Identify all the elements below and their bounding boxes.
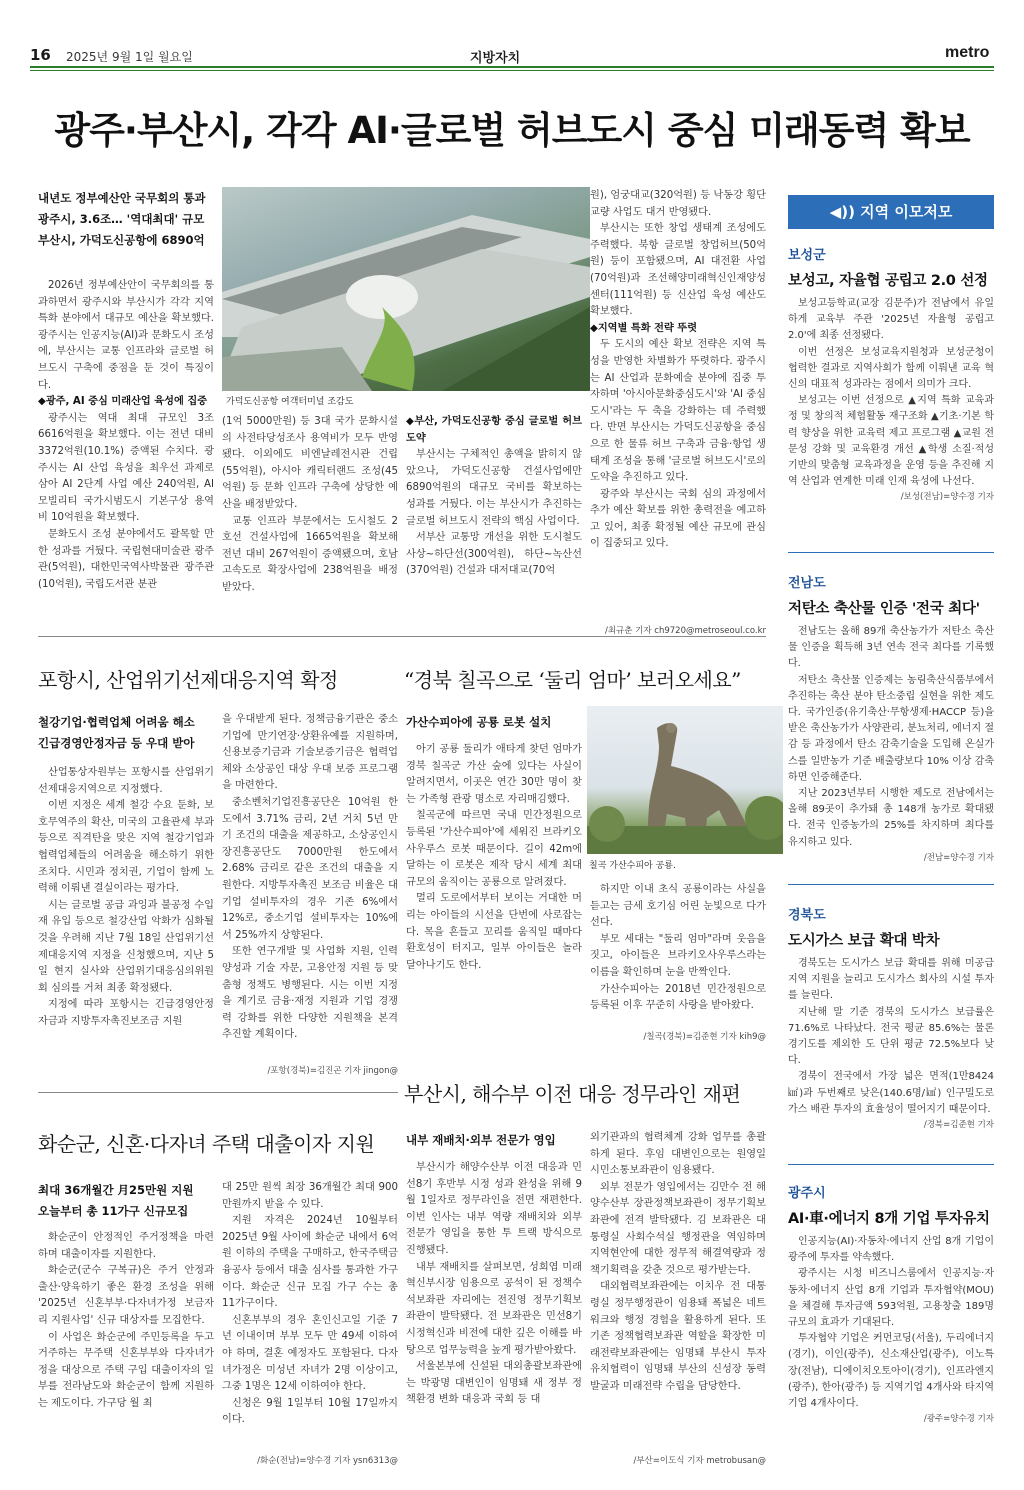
story1-col1-p1: 2026년 정부예산안이 국무회의를 통과하면서 광주시와 부산시가 각각 지역 특화 분야에서 대규모 예산을 확보했다. 광주시는 인공지능(AI)과 문화도시 조성에, 부산시는 교통 인프라와 글로벌 허브도시 구축에 중점을 둔 것이 특징이다.: [38, 280, 214, 391]
sidebar-paragraph: 광주시는 시청 비즈니스룸에서 인공지능·자동차·에너지 산업 8개 기업과 투자협약(MOU)을 체결해 투자금액 593억원, 고용창출 189명 규모의 효과가 기대된다.: [788, 1268, 994, 1329]
story1-col1-p2: 광주시는 역대 최대 규모인 3조 6616억원을 확보했다. 이는 전년 대비 3372억원(10.1%) 증액된 수치다. 광주시는 AI 산업 육성을 최우선 과제로 삼아 AI 2단계 사업 예산 240억원, AI 모빌리티 국가시범도시 기본구상 용역비 10억원을 확보했다.: [38, 412, 214, 524]
sidebar-region: 보성군: [788, 248, 826, 263]
page-number: 16: [30, 46, 51, 64]
story5-col2-p1: 대 25만 원씩 최장 36개월간 최대 900만원까지 받을 수 있다.: [222, 1182, 398, 1210]
sidebar-credit: /보성(전남)=양수경 기자: [900, 492, 994, 503]
sidebar-divider: [788, 552, 994, 553]
story2-subhead-2: 긴급경영안정자금 등 우대 받아: [38, 736, 195, 750]
sidebar-title: 도시가스 보급 확대 박차: [788, 933, 940, 949]
story1-col2-p2: 교통 인프라 부문에서는 도시철도 2호선 건설사업에 1665억원을 확보해 전년 대비 267억원이 증액됐으며, 호남고속도로 확장사업에 238억원을 배정받았다.: [222, 515, 398, 593]
story1-subhead-1: 내년도 정부예산안 국무회의 통과: [38, 191, 206, 205]
story4-subhead: 내부 재배치·외부 전문가 영입: [406, 1133, 556, 1147]
story1-col4-p2: 부산시는 또한 창업 생태계 조성에도 주력했다. 북항 글로벌 창업허브(50억원) 등이 포함됐으며, AI 대전환 사업(70억원)과 조선해양미래혁신인재양성센터(111억원) 등 신산업 육성 예산도 확보했다.: [590, 223, 766, 318]
story1-col1-p3: 문화도시 조성 분야에서도 괄목할 만한 성과를 거뒀다. 국립현대미술관 광주관(5억원), 대한민국역사박물관 광주관(10억원), 국립도서관 분관: [38, 528, 214, 590]
story3-credit: /칠곡(경북)=김준현 기자 kih9@: [643, 1032, 766, 1042]
sidebar-credit: /전남=양수경 기자: [923, 852, 994, 863]
sidebar-item-1: [788, 244, 994, 502]
story1-col2-p1: (1억 5000만원) 등 3대 국가 문화시설의 사전타당성조사 용역비가 모두 반영됐다. 이외에도 비엔날레전시관 건립(55억원), 아시아 캐릭터랜드 조성(45억원) 등 문화 인프라 구축에 상당한 예산을 배정받았다.: [222, 416, 398, 510]
story3-col1-p1: 아기 공룡 둘리가 애타게 찾던 엄마가 경북 칠곡군 가산 숲에 있다는 사실이 알려지면서, 이곳은 연간 30만 명이 찾는 가족형 관광 명소로 자리매김했다.: [406, 744, 582, 805]
story5-col1-p2: 화순군(군수 구복규)은 주거 안정과 출산·양육하기 좋은 환경 조성을 위해 '2025년 신혼부부·다자녀가정 보금자리 지원사업' 신규 대상자를 모집한다.: [38, 1265, 214, 1326]
sidebar-body: [788, 956, 994, 1118]
story5-col2-p3: 신혼부부의 경우 혼인신고일 기준 7년 이내이며 부부 모두 만 49세 이하여야 하며, 결혼 예정자도 포함된다. 다자녀가정은 미성년 자녀가 2명 이상이고, 그중 1명은 12세 이하여야 한다.: [222, 1314, 398, 1393]
story1-col4-p3: 두 도시의 예산 확보 전략은 지역 특성을 반영한 차별화가 뚜렷하다. 광주시는 AI 산업과 문화예술 분야에 집중 투자하며 '아시아문화중심도시'와 'AI 중심도시'라는 두 축을 강화하는 데 주력했다. 반면 부산시는 가덕도신공항을 중심으로 한 물류 허브 구축과 금융·항업 생태계 조성을 통해 '글로벌 허브도시'로의 도약을 추진하고 있다.: [590, 339, 767, 484]
story2-headline: 포항시, 산업위기선제대응지역 확정: [38, 668, 338, 692]
story5-subhead-2: 오늘부터 총 11가구 신규모집: [38, 1204, 189, 1218]
sidebar-title: 보성고, 자율협 공립고 2.0 선정: [788, 273, 988, 289]
story5-subheads: [38, 1180, 214, 1222]
story5-col2-p4: 신청은 9월 1일부터 10월 17일까지이다.: [222, 1397, 398, 1426]
story3-col1-p3: 멀리 도로에서부터 보이는 거대한 머리는 아이들의 시선을 단번에 사로잡는다. 목을 흔들고 꼬리를 움직일 때마다 환호성이 터지고, 일부 아이들은 놀라 달아나기도 한다.: [406, 893, 582, 971]
story3-col1-p2: 칠곡군에 따르면 국내 민간정원으로 등록된 '가산수피아'에 세워진 브라키오사우루스 로봇 때문이다. 길이 42m에 달하는 이 로봇은 제작 당시 세계 최대 규모의 움직이는 공룡으로 알려졌다.: [406, 810, 582, 888]
story5-col1: [38, 1230, 214, 1413]
story1-credit: /최규춘 기자 ch9720@metroseoul.co.kr: [604, 626, 766, 636]
main-headline: 광주·부산시, 각각 AI·글로벌 허브도시 중심 미래동력 확보: [54, 109, 970, 152]
airport-rendering-illustration: [222, 187, 590, 391]
story2-subhead-1: 철강기업·협력업체 어려움 해소: [38, 715, 195, 729]
story1-photo-caption: 가덕도신공항 여객터미널 조감도: [226, 397, 354, 407]
story1-col3: [406, 414, 582, 580]
story4-credit: /부산=이도식 기자 metrobusan@: [633, 1456, 766, 1466]
header-rule: [30, 66, 994, 68]
story1-col2: [222, 414, 398, 597]
sidebar-paragraph: 저탄소 축산물 인증제는 농림축산식품부에서 추진하는 축산 분야 탄소중립 실현을 위한 제도다. 국가인증(유기축산·무항생제·HACCP 등)을 받은 축산농가가 사양관리, 분뇨처리, 에너지 절감 등 과정에서 탄소 감축기술을 도입해 온실가스를 일반농가 기준 배출량보다 10% 이상 감축하면 인증해준다.: [788, 674, 994, 783]
story1-col4: [590, 188, 766, 553]
story2-col2-p1: 을 우대받게 된다. 정책금융기관은 중소기업에 만기연장·상환유예를 지원하며, 신용보증기금과 기술보증기금은 협력업체와 소상공인 대상 우대 보증 프로그램을 마련한다.: [222, 714, 398, 792]
sidebar-region: 광주시: [788, 1186, 826, 1201]
story2-col1-p4: 지정에 따라 포항시는 긴급경영안정자금과 지방투자촉진보조금 지원: [38, 999, 214, 1027]
brachiosaurus-illustration: [587, 706, 783, 854]
divider: [38, 636, 766, 637]
sidebar-paragraph: 전남도는 올해 89개 축산농가가 저탄소 축산물 인증을 획득해 3년 연속 전국 최다를 기록했다.: [788, 626, 994, 670]
story1-col3-p1: 부산시는 구체적인 총액을 밝히지 않았으나, 가덕도신공항 건설사업에만 6890억원의 대규모 국비를 확보하는 성과를 거뒀다. 이는 부산시가 추진하는 글로벌 허브도시 전략의 핵심 사업이다.: [406, 449, 582, 527]
logo-text: metro: [945, 44, 990, 61]
story2-col2-p2: 중소벤처기업진흥공단은 10억원 한도에서 3.71% 금리, 2년 거치 5년 만기 조건의 대출을 제공하고, 소상공인시장진흥공단도 7000만원 한도에서 2.68% 금리로 같은 조건의 대출을 지원한다. 지방투자촉진 보조금 비율은 대기업 설비투자의 경우 기존 6%에서 12%로, 중소기업 설비투자는 10%에서 25%까지 상향된다.: [222, 796, 398, 941]
story2-col1: [38, 765, 214, 1031]
story5-col1-p3: 이 사업은 화순군에 주민등록을 두고 거주하는 무주택 신혼부부와 다자녀가정을 대상으로 주택 구입 대출이자의 일부를 전라남도와 화순군이 함께 지원하는 제도이다. 가구당 월 최: [38, 1331, 214, 1409]
story2-credit: /포항(경북)=김진곤 기자 jingon@: [267, 1066, 398, 1076]
story1-col1: [38, 278, 214, 593]
story3-col2-p2: 부모 세대는 "둘리 엄마"라며 웃음을 짓고, 아이들은 브라키오사우루스라는 이름을 확인하며 눈을 반짝인다.: [590, 933, 766, 978]
speaker-icon: ◀)): [829, 203, 855, 221]
sidebar-body: [788, 624, 994, 851]
story4-col1-p3: 서울본부에 신설된 대외총괄보좌관에는 박광명 대변인이 임명돼 새 정부 정책환경 변화 대응과 국회 등 대: [406, 1361, 582, 1406]
story5-col2: [222, 1180, 398, 1429]
sidebar-body: [788, 296, 994, 490]
sidebar-paragraph: 보성고는 이번 선정으로 ▲지역 특화 교육과정 및 창의적 체험활동 재구조화 ▲기초·기본 학력 향상을 위한 교육력 제고 프로그램 ▲교원 전문성 강화 및 교육환경 개선 ▲학생 소질·적성 기반의 맞춤형 교육과정을 운영 등을 추진해 지역 산업과 연계한 미래 인재 육성에 나선다.: [788, 395, 994, 488]
sidebar-divider: [788, 1164, 994, 1165]
sidebar-paragraph: 지난해 말 기준 경북의 도시가스 보급률은 71.6%로 나타났다. 전국 평균 85.6%는 물론 경기도를 제외한 도 단위 평균 72.5%보다 낮다.: [788, 1006, 994, 1067]
sidebar-item-2: [788, 572, 994, 863]
sidebar-paragraph: 보성고등학교(교장 김문주)가 전남에서 유일하게 교육부 주관 '2025년 자율형 공립고 2.0'에 최종 선정됐다.: [788, 298, 994, 342]
story1-subheads: [38, 188, 214, 251]
story2-subheads: [38, 712, 214, 754]
story3-headline: “경북 칠곡으로 ‘둘리 엄마’ 보러오세요”: [404, 668, 741, 692]
story5-subhead-1: 최대 36개월간 月25만원 지원: [38, 1183, 194, 1197]
story1-subhead-2: 광주시, 3.6조… '역대최대' 규모: [38, 212, 205, 226]
sidebar-paragraph: 투자협약 기업은 커먼코딩(서울), 두리에너지(경기), 이인(광주), 신소재산업(광주), 이노특장(전남), 디에이치오토아이(경기), 인프라엔지(광주), 한아(광주) 등 지역기업 4개사와 타지역기업 4개사이다.: [788, 1333, 994, 1410]
story1-subhead-3: 부산시, 가덕도신공항에 6890억: [38, 233, 205, 247]
story2-col1-p1: 산업통상자원부는 포항시를 산업위기선제대응지역으로 지정했다.: [38, 767, 214, 795]
story4-col1-p1: 부산시가 해양수산부 이전 대응과 민선8기 후반부 시정 성과 완성을 위해 9월 1일자로 정무라인을 전면 재편한다. 이번 인사는 내부 역량 재배치와 외부 전문가 영입을 통한 투 트랙 방식으로 진행됐다.: [406, 1162, 582, 1256]
story3-subhead: 가산수피아에 공룡 로봇 설치: [406, 715, 552, 729]
sidebar-title: AI·車·에너지 8개 기업 투자유치: [788, 1211, 990, 1227]
airport-rendering-photo: [222, 187, 590, 391]
story4-col2-p2: 외부 전문가 영입에서는 김만수 전 해양수산부 장관정책보좌관이 정무기획보좌관에 전격 발탁됐다. 김 보좌관은 대통령실 사회수석실 행정관을 역임하며 지역현안에 대한 정무적 해결역량과 정책기획력을 갖춘 것으로 평가받는다.: [590, 1181, 766, 1276]
story5-credit: /화순(전남)=양수경 기자 ysn6313@: [257, 1456, 398, 1466]
sidebar-header: [788, 195, 994, 229]
story3-col1: [406, 742, 582, 974]
story2-col2: [222, 712, 398, 1044]
story3-col2-p1: 하지만 이내 초식 공룡이라는 사실을 듣고는 금세 호기심 어린 눈빛으로 다가선다.: [590, 884, 766, 929]
story1-col4-p4: 광주와 부산시는 국회 심의 과정에서 추가 예산 확보를 위한 총력전을 예고하고 있어, 최종 확정될 예산 규모에 관심이 집중되고 있다.: [590, 488, 766, 550]
story3-col2: [590, 882, 766, 1015]
issue-date: 2025년 9월 1일 월요일: [66, 50, 193, 64]
story1-section-head-3: ◆지역별 특화 전략 뚜렷: [590, 322, 698, 334]
story2-col1-p2: 이번 지정은 세계 철강 수요 둔화, 보호무역주의 확산, 미국의 고율관세 부과 등으로 직격탄을 맞은 지역 철강기업과 협력업체들의 어려움을 해소하기 위한 조치다. 시민과 정치권, 기업이 함께 노력해 이뤄낸 결실이라는 평가다.: [38, 800, 214, 895]
header-rule-thin: [30, 70, 994, 71]
story1-col4-p1: 원), 엄궁대교(320억원) 등 낙동강 횡단 교량 사업도 대거 반영됐다.: [590, 190, 766, 218]
sidebar-body: [788, 1234, 994, 1412]
story5-headline: 화순군, 신혼·다자녀 주택 대출이자 지원: [38, 1132, 375, 1156]
story1-section-head-2: ◆부산, 가덕도신공항 중심 글로벌 허브 도약: [406, 416, 582, 444]
sidebar-region: 경북도: [788, 908, 826, 923]
story4-col1: [406, 1160, 582, 1409]
divider: [38, 1092, 398, 1093]
sidebar-credit: /경북=김준현 기자: [923, 1120, 994, 1131]
sidebar-header-label: 지역 이모저모: [860, 203, 953, 221]
sidebar-credit: /광주=양수경 기자: [923, 1414, 994, 1425]
sidebar-item-3: [788, 904, 994, 1130]
story2-col2-p3: 또한 연구개발 및 사업화 지원, 인력양성과 기술 자문, 고용안정 지원 등 맞춤형 정책도 병행된다. 시는 이번 지정을 계기로 금융·재정 지원과 기업 경쟁력 강화를 위한 다양한 지원책을 본격 추진할 계획이다.: [222, 946, 398, 1041]
story4-col2-p3: 대외협력보좌관에는 이치우 전 대통령실 정무행정관이 임용돼 폭넓은 네트워크와 행정 경험을 활용하게 된다. 또 기존 정책협력보좌관 역할을 확장한 미래전략보좌관에는 임명돼 부산시 투자 유치협력이 임명돼 부산의 신성장 동력 발굴과 미래전략 수립을 담당한다.: [590, 1281, 766, 1392]
sidebar-paragraph: 지난 2023년부터 시행한 제도로 전남에서는 올해 89곳이 추가돼 총 148개 농가로 확대됐다. 전국 인증농가의 25%를 차지하며 최다를 유지하고 있다.: [788, 788, 994, 848]
story4-col1-p2: 내부 재배치를 살펴보면, 성희엽 미래혁신부시장 임용으로 공석이 된 정책수석보좌관 자리에는 전진영 정무기획보좌관이 발탁됐다. 전 보좌관은 민선8기 시정혁신과 비전에 대한 깊은 이해를 바탕으로 업무능력을 높게 평가받아왔다.: [406, 1261, 582, 1356]
story1-section-head-1: ◆광주, AI 중심 미래산업 육성에 집중: [38, 396, 208, 408]
sidebar-title: 저탄소 축산물 인증 '전국 최다': [788, 601, 980, 617]
story4-headline: 부산시, 해수부 이전 대응 정무라인 재편: [404, 1082, 741, 1106]
story5-col1-p1: 화순군이 안정적인 주거정책을 마련하며 대출이자를 지원한다.: [38, 1232, 214, 1260]
sidebar-divider: [788, 884, 994, 885]
story4-col2-p1: 외기관과의 협력체계 강화 업무를 총괄하게 된다. 후임 대변인으로는 원영일 시민소통보좌관이 임용됐다.: [590, 1132, 766, 1177]
sidebar-paragraph: 인공지능(AI)·자동차·에너지 산업 8개 기업이 광주에 투자를 약속했다.: [788, 1236, 994, 1264]
story5-col2-p2: 지원 자격은 2024년 10월부터 2025년 9월 사이에 화순군 내에서 6억원 이하의 주택을 구매하고, 한국주택금융공사 등에서 대출 심사를 통과한 가구이다. 화순군 신규 모집 가구 수는 총 11가구이다.: [222, 1215, 398, 1310]
section-name: 지방자치: [470, 51, 521, 66]
story3-col2-p3: 가산수피아는 2018년 민간정원으로 등록된 이후 꾸준히 사랑을 받아왔다.: [590, 983, 766, 1012]
sidebar-paragraph: 경북이 전국에서 가장 넓은 면적(1만8424㎢)과 두번째로 낮은(140.6명/㎢) 인구밀도로 가스 배관 투자의 효율성이 떨어지기 때문이다.: [788, 1071, 994, 1115]
sidebar-region: 전남도: [788, 576, 826, 591]
sidebar-item-4: [788, 1182, 994, 1424]
metro-logo: [945, 44, 989, 62]
story3-photo-caption: 칠곡 가산수피아 공룡.: [589, 861, 676, 871]
story2-col1-p3: 시는 글로벌 공급 과잉과 불공정 수입재 유입 등으로 철강산업 악화가 심화될 것을 우려해 지난 7월 18일 산업위기선제대응지역 지정을 신청했으며, 지난 5일 현지 실사와 산업위기대응심의위원회 심의를 거쳐 최종 확정됐다.: [38, 899, 214, 994]
story1-col3-p2: 서부산 교통망 개선을 위한 도시철도 사상~하단선(300억원), 하단~녹산선(370억원) 건설과 대저대교(70억: [406, 532, 582, 577]
sidebar-paragraph: 경북도는 도시가스 보급 확대를 위해 미공급 지역 지원을 늘리고 도시가스 회사의 시설 투자를 늘린다.: [788, 958, 994, 1002]
sidebar-paragraph: 이번 선정은 보성교육지원청과 보성군청이 협력한 결과로 지역사회가 함께 이뤄낸 교육 혁신의 대표적 성과라는 점에서 의미가 크다.: [788, 346, 994, 391]
story4-col2: [590, 1130, 766, 1396]
dinosaur-robot-photo: [587, 706, 783, 854]
